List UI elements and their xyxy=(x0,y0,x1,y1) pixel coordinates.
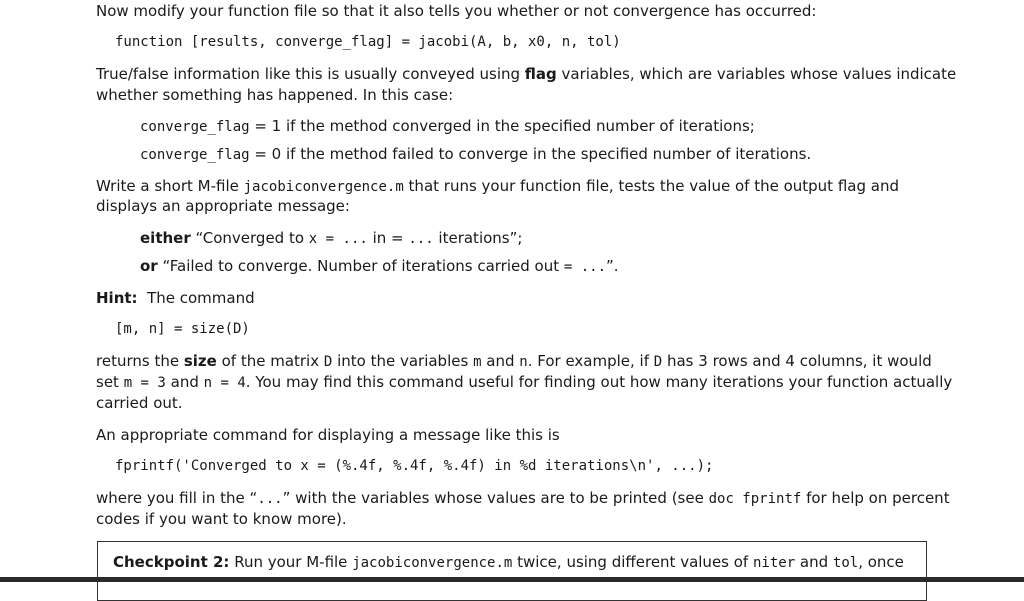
code-size-command: [m, n] = size(D) xyxy=(115,321,250,337)
message-or: or “Failed to converge. Number of iterations carried out = ...”. xyxy=(140,257,619,275)
checkpoint-text: Checkpoint 2: Run your M-file jacobiconvergence.m twice, using different values of niter and tol, once xyxy=(113,553,904,571)
display-paragraph: An appropriate command for displaying a message like this is xyxy=(96,426,560,444)
checkpoint-label: Checkpoint 2: xyxy=(113,553,230,571)
message-either: either “Converged to x = ... in = ... iterations”; xyxy=(140,229,523,247)
hint-label: Hint: xyxy=(96,289,138,307)
flag-paragraph-line1: True/false information like this is usually conveyed using flag variables, which are variables whose values indicate xyxy=(96,65,957,83)
intro-text: Now modify your function file so that it also tells you whether or not convergence has occurred: xyxy=(96,2,817,20)
hint: Hint: The command xyxy=(96,289,255,307)
flag-definition-failed: converge_flag = 0 if the method failed to converge in the specified number of iterations. xyxy=(140,145,812,163)
checkpoint-box xyxy=(97,541,927,601)
write-paragraph-line1: Write a short M-file jacobiconvergence.m that runs your function file, tests the value of the output flag and xyxy=(96,177,899,195)
flag-definition-converged: converge_flag = 1 if the method converged in the specified number of iterations; xyxy=(140,117,755,135)
code-fprintf: fprintf('Converged to x = (%.4f, %.4f, %.4f) in %d iterations\n', ...); xyxy=(115,458,714,474)
returns-paragraph-line2: set m = 3 and n = 4. You may find this command useful for finding out how many iterations your function actually xyxy=(96,373,953,391)
bottom-edge-rule xyxy=(0,577,1024,582)
flag-term: flag xyxy=(524,65,557,83)
flag-paragraph-line2: whether something has happened. In this case: xyxy=(96,86,454,104)
returns-paragraph-line3: carried out. xyxy=(96,394,183,412)
fill-paragraph-line1: where you fill in the “...” with the variables whose values are to be printed (see doc fprintf for help on percent xyxy=(96,489,950,507)
write-paragraph-line2: displays an appropriate message: xyxy=(96,197,350,215)
fill-paragraph-line2: codes if you want to know more). xyxy=(96,510,347,528)
returns-paragraph-line1: returns the size of the matrix D into the variables m and n. For example, if D has 3 rows and 4 columns, it would xyxy=(96,352,932,370)
code-function-signature: function [results, converge_flag] = jacobi(A, b, x0, n, tol) xyxy=(115,34,621,50)
filename-code: jacobiconvergence.m xyxy=(243,179,404,195)
